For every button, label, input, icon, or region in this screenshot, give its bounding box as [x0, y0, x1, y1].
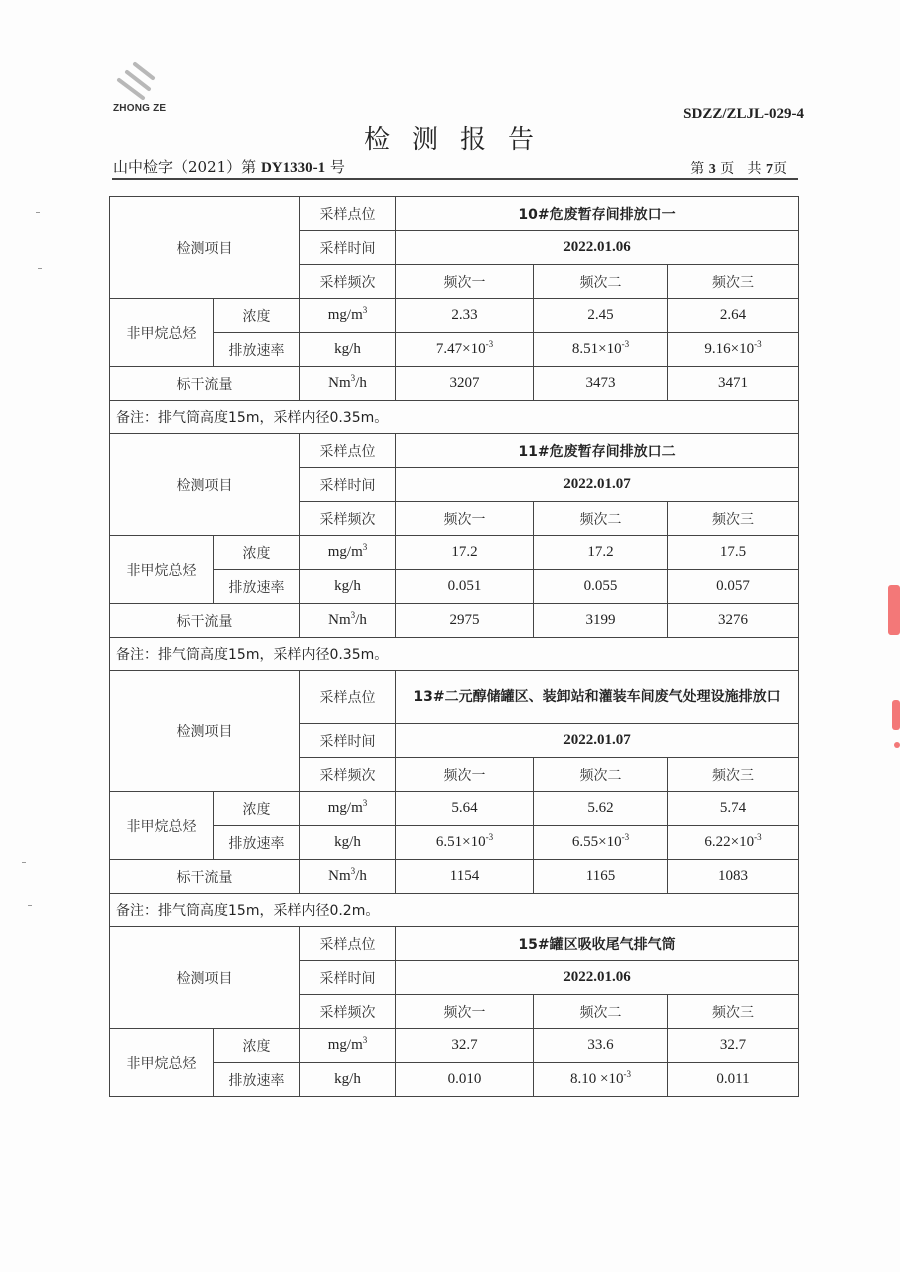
unit-exp: 3 [350, 866, 356, 876]
rate-base: 0.057 [716, 578, 750, 594]
scan-speck [28, 905, 32, 906]
table-row-note [110, 401, 799, 434]
site-label: 采样点位 [300, 197, 396, 231]
conc-label: 浓度 [214, 1029, 300, 1063]
site-label: 采样点位 [300, 927, 396, 961]
table-row-emission-rate [110, 570, 799, 604]
rate-unit: kg/h [300, 570, 396, 604]
flow-label: 标干流量 [110, 604, 300, 638]
freq-1-header: 频次一 [396, 995, 534, 1029]
flow-value: 3471 [668, 367, 799, 401]
report-number [113, 156, 345, 177]
table-row-emission-rate [110, 1063, 799, 1097]
unit-exp: 3 [350, 610, 356, 620]
unit-exp: 3 [362, 1035, 368, 1045]
unit-post: /h [355, 375, 367, 391]
company-logo-icon [113, 60, 163, 105]
rate-base: 8.51×10 [571, 341, 622, 357]
table-row-concentration [110, 536, 799, 570]
rate-value [668, 1063, 799, 1097]
item-header: 检测项目 [110, 927, 300, 1029]
table-row-note [110, 638, 799, 671]
conc-value: 32.7 [396, 1029, 534, 1063]
freq-label: 采样频次 [300, 502, 396, 536]
conc-label: 浓度 [214, 299, 300, 333]
rate-base: 6.22×10 [704, 834, 755, 850]
unit-base: mg/m [327, 1037, 363, 1053]
rate-value [534, 1063, 668, 1097]
conc-value: 2.33 [396, 299, 534, 333]
rate-exp: -3 [754, 339, 762, 349]
seal-stamp-fragment [894, 742, 900, 748]
table-row-concentration [110, 1029, 799, 1063]
rate-value [534, 333, 668, 367]
pollutant-label: 非甲烷总烃 [110, 792, 214, 860]
unit-pre: Nm [328, 375, 351, 391]
conc-value: 5.74 [668, 792, 799, 826]
seal-stamp-fragment [892, 700, 900, 730]
unit-post: /h [355, 612, 367, 628]
flow-unit [300, 860, 396, 894]
table-row-site [110, 197, 799, 231]
rate-value [396, 333, 534, 367]
conc-value: 32.7 [668, 1029, 799, 1063]
item-header: 检测项目 [110, 671, 300, 792]
rate-label: 排放速率 [214, 1063, 300, 1097]
page-current: 3 [708, 162, 716, 177]
rate-value [396, 1063, 534, 1097]
freq-2-header: 频次二 [534, 995, 668, 1029]
rate-value [668, 333, 799, 367]
table-row-flow [110, 604, 799, 638]
unit-pre: Nm [328, 612, 351, 628]
conc-unit [300, 536, 396, 570]
flow-unit [300, 604, 396, 638]
date-value: 2022.01.06 [396, 961, 799, 995]
date-value: 2022.01.06 [396, 231, 799, 265]
pollutant-label: 非甲烷总烃 [110, 299, 214, 367]
table-row-concentration [110, 792, 799, 826]
rate-exp: -3 [621, 832, 630, 842]
conc-value: 5.64 [396, 792, 534, 826]
site-value: 11#危废暂存间排放口二 [396, 434, 799, 468]
unit-base: mg/m [327, 544, 363, 560]
table-row-note [110, 894, 799, 927]
rate-base: 8.10 ×10 [570, 1071, 624, 1087]
freq-1-header: 频次一 [396, 758, 534, 792]
rate-exp: -3 [485, 832, 494, 842]
freq-3-header: 频次三 [668, 265, 799, 299]
flow-value: 2975 [396, 604, 534, 638]
scan-speck [22, 862, 26, 863]
rate-unit: kg/h [300, 826, 396, 860]
flow-label: 标干流量 [110, 367, 300, 401]
unit-pre: Nm [328, 868, 351, 884]
logo-text: ZHONG ZE [113, 103, 167, 114]
table-row-site [110, 434, 799, 468]
rate-value [668, 826, 799, 860]
scan-speck [38, 268, 42, 269]
conc-label: 浓度 [214, 792, 300, 826]
site-value: 15#罐区吸收尾气排气筒 [396, 927, 799, 961]
flow-value: 1165 [534, 860, 668, 894]
rate-value [396, 826, 534, 860]
flow-value: 3473 [534, 367, 668, 401]
report-number-code: DY1330-1 [260, 160, 326, 176]
note-text: 备注：排气筒高度15m，采样内径0.35m。 [110, 638, 799, 671]
flow-value: 3276 [668, 604, 799, 638]
table-row-flow [110, 860, 799, 894]
page-suffix: 页 [773, 161, 787, 177]
rate-exp: -3 [621, 339, 630, 349]
unit-exp: 3 [350, 373, 356, 383]
rate-base: 0.051 [447, 578, 482, 594]
flow-label: 标干流量 [110, 860, 300, 894]
conc-value: 2.45 [534, 299, 668, 333]
page-title: 检测报告 [363, 125, 556, 155]
rate-base: 7.47×10 [435, 341, 486, 357]
rate-value [534, 826, 668, 860]
conc-value: 17.5 [668, 536, 799, 570]
pollutant-label: 非甲烷总烃 [110, 1029, 214, 1097]
time-label: 采样时间 [300, 961, 396, 995]
unit-exp: 3 [362, 798, 368, 808]
item-header: 检测项目 [110, 197, 300, 299]
flow-unit [300, 367, 396, 401]
site-value: 10#危废暂存间排放口一 [396, 197, 799, 231]
conc-value: 17.2 [396, 536, 534, 570]
table-row-emission-rate [110, 333, 799, 367]
table-row-site [110, 671, 799, 724]
flow-value: 1083 [668, 860, 799, 894]
rate-base: 0.055 [583, 578, 618, 594]
table-row-concentration [110, 299, 799, 333]
conc-value: 5.62 [534, 792, 668, 826]
table-row-site [110, 927, 799, 961]
page-indicator [690, 158, 787, 178]
unit-post: /h [355, 868, 367, 884]
rate-label: 排放速率 [214, 570, 300, 604]
conc-unit [300, 299, 396, 333]
table-row-flow [110, 367, 799, 401]
results-table [109, 196, 799, 1097]
page-mid: 页 共 [720, 161, 762, 177]
item-header: 检测项目 [110, 434, 300, 536]
site-label: 采样点位 [300, 671, 396, 724]
rate-base: 0.010 [447, 1071, 482, 1087]
conc-value: 33.6 [534, 1029, 668, 1063]
site-value: 13#二元醇储罐区、装卸站和灌装车间废气处理设施排放口 [396, 671, 799, 724]
document-code: SDZZ/ZLJL-029-4 [683, 106, 804, 122]
freq-label: 采样频次 [300, 995, 396, 1029]
site-label: 采样点位 [300, 434, 396, 468]
rate-label: 排放速率 [214, 826, 300, 860]
flow-value: 1154 [396, 860, 534, 894]
rate-unit: kg/h [300, 1063, 396, 1097]
freq-3-header: 频次三 [668, 995, 799, 1029]
unit-exp: 3 [362, 542, 368, 552]
pollutant-label: 非甲烷总烃 [110, 536, 214, 604]
header-divider [112, 178, 798, 180]
rate-exp: -3 [623, 1069, 631, 1079]
freq-3-header: 频次三 [668, 758, 799, 792]
conc-unit [300, 1029, 396, 1063]
conc-unit [300, 792, 396, 826]
rate-exp: -3 [754, 832, 762, 842]
freq-2-header: 频次二 [534, 265, 668, 299]
seal-stamp-fragment [888, 585, 900, 635]
rate-label: 排放速率 [214, 333, 300, 367]
freq-3-header: 频次三 [668, 502, 799, 536]
page-prefix: 第 [690, 161, 705, 177]
freq-label: 采样频次 [300, 265, 396, 299]
freq-2-header: 频次二 [534, 758, 668, 792]
unit-exp: 3 [362, 305, 368, 315]
date-value: 2022.01.07 [396, 724, 799, 758]
rate-base: 6.55×10 [571, 834, 622, 850]
flow-value: 3207 [396, 367, 534, 401]
rate-value [396, 570, 534, 604]
report-number-prefix: 山中检字（2021）第 [113, 158, 257, 176]
rate-unit: kg/h [300, 333, 396, 367]
rate-value [534, 570, 668, 604]
report-number-suffix: 号 [329, 158, 345, 176]
note-text: 备注：排气筒高度15m，采样内径0.2m。 [110, 894, 799, 927]
rate-base: 0.011 [716, 1071, 750, 1087]
conc-value: 2.64 [668, 299, 799, 333]
freq-label: 采样频次 [300, 758, 396, 792]
note-text: 备注：排气筒高度15m，采样内径0.35m。 [110, 401, 799, 434]
rate-base: 9.16×10 [704, 341, 755, 357]
rate-value [668, 570, 799, 604]
rate-exp: -3 [485, 339, 494, 349]
freq-1-header: 频次一 [396, 502, 534, 536]
freq-2-header: 频次二 [534, 502, 668, 536]
conc-value: 17.2 [534, 536, 668, 570]
conc-label: 浓度 [214, 536, 300, 570]
freq-1-header: 频次一 [396, 265, 534, 299]
table-row-emission-rate [110, 826, 799, 860]
page-total: 7 [766, 162, 773, 177]
rate-base: 6.51×10 [435, 834, 486, 850]
unit-base: mg/m [327, 307, 363, 323]
flow-value: 3199 [534, 604, 668, 638]
scan-speck [36, 212, 40, 213]
time-label: 采样时间 [300, 724, 396, 758]
time-label: 采样时间 [300, 468, 396, 502]
unit-base: mg/m [327, 800, 363, 816]
time-label: 采样时间 [300, 231, 396, 265]
date-value: 2022.01.07 [396, 468, 799, 502]
